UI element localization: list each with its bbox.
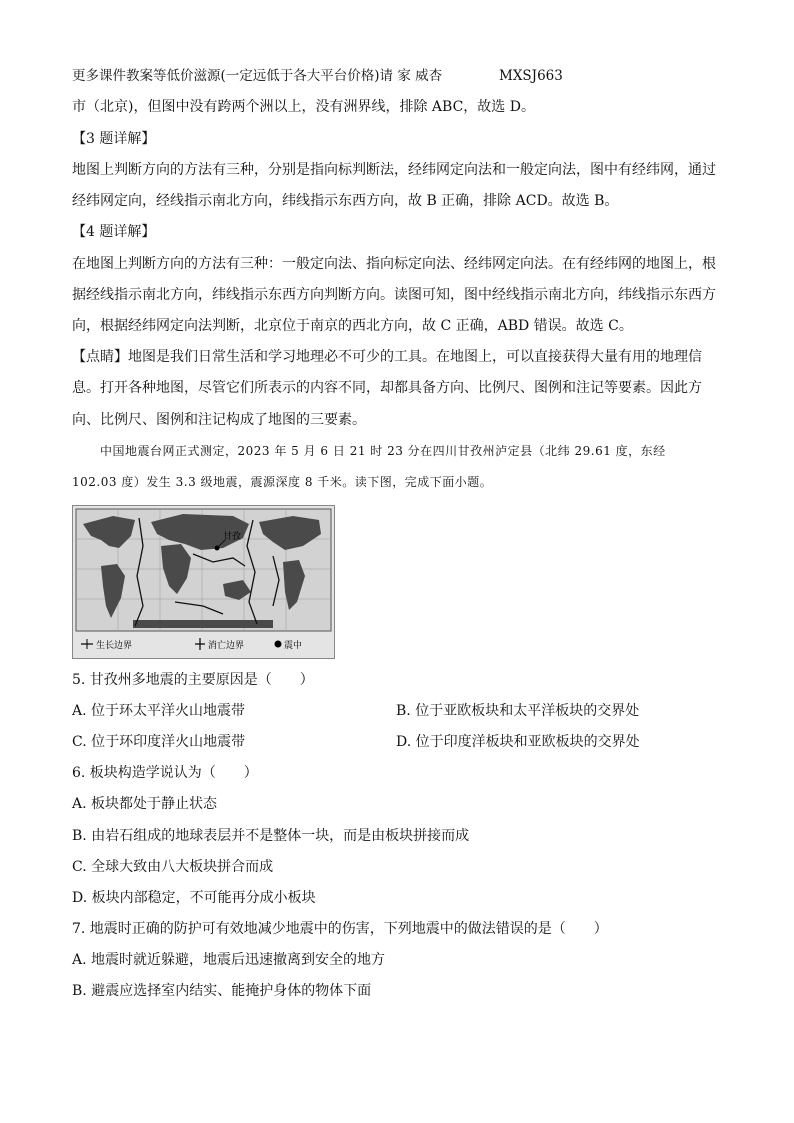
- header-promo-text: 更多课件教案等低价滋源(一定远低于各大平台价格)请 家 威杏: [72, 68, 443, 84]
- key-point-line-2: 息。打开各种地图，尽管它们所表示的内容不同，却都具备方向、比例尺、图例和注记等要素。因此方: [72, 380, 702, 396]
- body-line-6: 在地图上判断方向的方法有三种：一般定向法、指向标定向法、经纬网定向法。在有经纬网的地图上，根: [72, 256, 716, 272]
- legend-growth-boundary: 生长边界: [96, 641, 133, 651]
- intro-line-2: 102.03 度）发生 3.3 级地震，震源深度 8 千米。读下图，完成下面小题。: [72, 475, 493, 489]
- epicenter-legend-icon: [275, 641, 282, 648]
- q5-option-b: B. 位于亚欧板块和太平洋板块的交界处: [396, 703, 640, 719]
- map-label-ganzi: 甘孜: [223, 532, 242, 542]
- body-line-7: 据经线指示南北方向，纬线指示东西方向判断方向。读图可知，图中经线指示南北方向，纬线指示东西方: [72, 287, 716, 303]
- q6-option-b: B. 由岩石组成的地球表层并不是整体一块，而是由板块拼接而成: [72, 828, 470, 844]
- body-line-8: 向，根据经纬网定向法判断，北京位于南京的西北方向，故 C 正确，ABD 错误。故选 C。: [72, 318, 633, 334]
- section-heading-q3: 【3 题详解】: [72, 131, 156, 147]
- legend-epicenter: 震中: [284, 641, 303, 651]
- q5-stem: 5. 甘孜州多地震的主要原因是（ ）: [72, 672, 314, 688]
- body-line-3: 地图上判断方向的方法有三种，分别是指向标判断法，经纬网定向法和一般定向法，图中有经纬网，通过: [72, 162, 716, 178]
- q6-option-a: A. 板块都处于静止状态: [72, 796, 218, 812]
- q5-option-a: A. 位于环太平洋火山地震带: [72, 703, 246, 719]
- q7-stem: 7. 地震时正确的防护可有效地减少地震中的伤害，下列地震中的做法错误的是（ ）: [72, 921, 608, 937]
- body-line-4: 经纬网定向，经线指示南北方向，纬线指示东西方向，故 B 正确，排除 ACD。故选 B。: [72, 193, 619, 209]
- intro-line-1: 中国地震台网正式测定，2023 年 5 月 6 日 21 时 23 分在四川甘孜州泸定县（北纬 29.61 度，东经: [100, 444, 666, 458]
- header-promo: [72, 66, 563, 86]
- legend-extinct-boundary: 消亡边界: [208, 641, 245, 651]
- section-heading-q4: 【4 题详解】: [72, 224, 156, 240]
- key-point-line-1: 【点睛】地图是我们日常生活和学习地理必不可少的工具。在地图上，可以直接获得大量有用的地理信: [72, 349, 702, 365]
- q6-option-d: D. 板块内部稳定，不可能再分成小板块: [72, 890, 316, 906]
- q7-option-b: B. 避震应选择室内结实、能掩护身体的物体下面: [72, 983, 372, 999]
- plate-boundary-map: [72, 505, 335, 659]
- header-code: MXSJ663: [499, 68, 563, 84]
- world-map-figure: [73, 506, 334, 658]
- q5-option-d: D. 位于印度洋板块和亚欧板块的交界处: [396, 734, 640, 750]
- q6-option-c: C. 全球大致由八大板块拼合而成: [72, 859, 274, 875]
- q5-option-c: C. 位于环印度洋火山地震带: [72, 734, 246, 750]
- q7-option-a: A. 地震时就近躲避，地震后迅速撤离到安全的地方: [72, 952, 386, 968]
- key-point-line-3: 向、比例尺、图例和注记构成了地图的三要素。: [72, 412, 366, 428]
- body-line-1: 市（北京)，但图中没有跨两个洲以上，没有洲界线，排除 ABC，故选 D。: [72, 99, 535, 115]
- q6-stem: 6. 板块构造学说认为（ ）: [72, 765, 258, 781]
